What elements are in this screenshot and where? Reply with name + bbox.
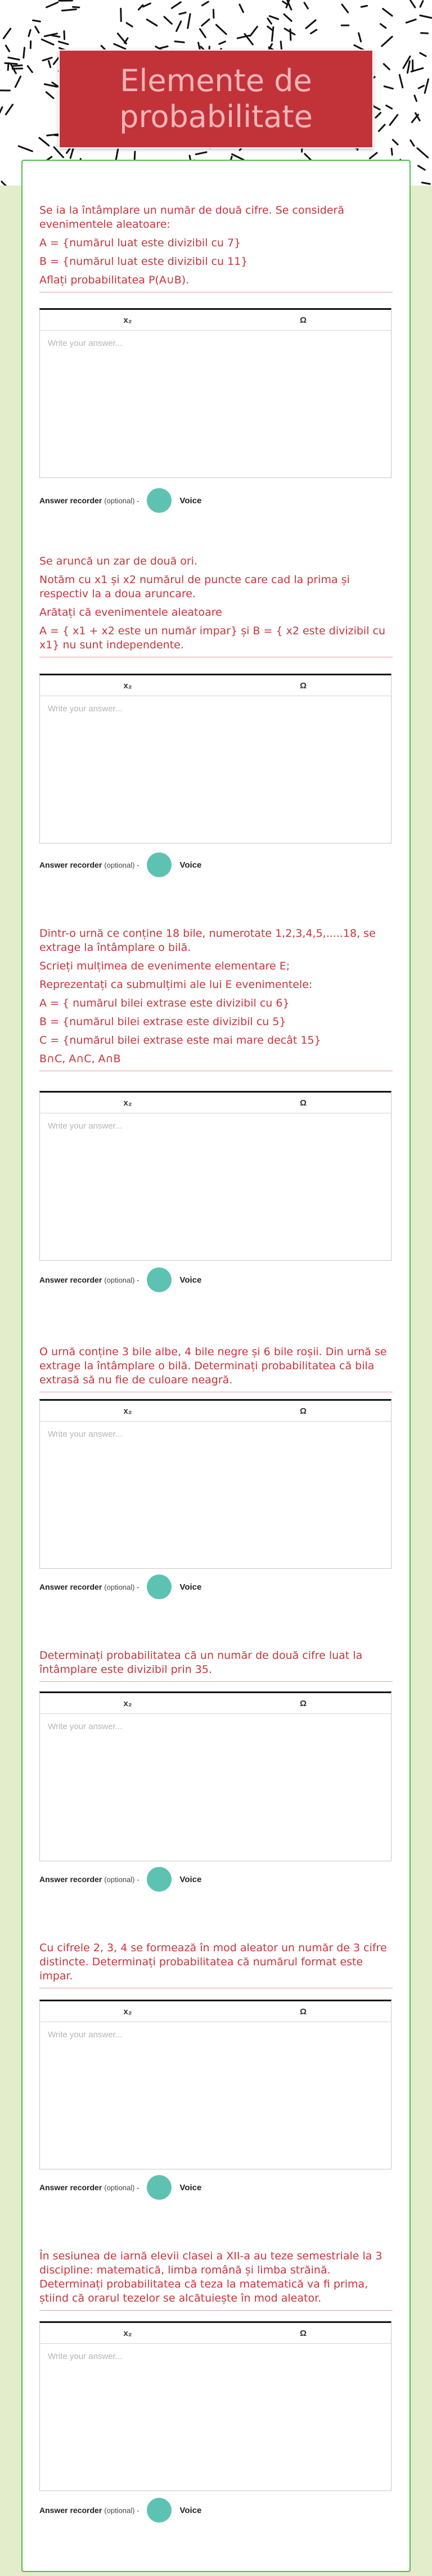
confetti-stroke <box>24 48 25 58</box>
omega-symbol-button[interactable]: Ω <box>299 680 307 691</box>
answer-recorder <box>39 1867 201 1892</box>
microphone-glyph-icon <box>155 1873 164 1885</box>
confetti-stroke <box>14 65 22 66</box>
answer-editor <box>39 1691 392 1861</box>
answer-recorder <box>39 1267 201 1292</box>
voice-label: Voice <box>179 495 202 506</box>
question-line: B = {numărul luat este divizibil cu 11} <box>39 255 248 268</box>
microphone-icon[interactable] <box>147 852 172 877</box>
microphone-icon[interactable] <box>147 488 172 513</box>
question-text <box>39 1649 393 1677</box>
question-5 <box>39 1649 393 1682</box>
editor-toolbar <box>40 310 391 331</box>
question-line: Scrieți mulțimea de evenimente elementare E; <box>39 960 290 972</box>
question-line: Determinați probabilitatea că un număr de două cifre luat la întâmplare este divizibil prin 35. <box>39 1649 363 1676</box>
editor-toolbar <box>40 1401 391 1422</box>
omega-symbol-button[interactable]: Ω <box>299 2006 307 2016</box>
confetti-stroke <box>232 154 244 160</box>
subscript-button[interactable]: x₂ <box>123 1098 132 1108</box>
recorder-label: Answer recorder <box>39 1582 102 1591</box>
confetti-stroke <box>58 42 68 44</box>
confetti-stroke <box>42 39 53 44</box>
title-banner <box>58 49 374 148</box>
answer-input[interactable] <box>40 2344 391 2490</box>
microphone-glyph-icon <box>155 1581 164 1593</box>
confetti-stroke <box>3 29 10 38</box>
answer-editor <box>39 1399 392 1569</box>
question-line: O urnă conține 3 bile albe, 4 bile negre și 6 bile roșii. Din urnă se extrage la întâmplare o bilă. Determinați probabilitatea că bila extrasă să nu fie de culoare neagră. <box>39 1346 387 1386</box>
question-text <box>39 2249 393 2306</box>
answer-editor <box>39 2321 392 2491</box>
confetti-stroke <box>418 85 424 88</box>
confetti-stroke <box>359 33 361 42</box>
question-text <box>39 927 393 1066</box>
microphone-icon[interactable] <box>147 2498 172 2523</box>
confetti-stroke <box>412 115 418 123</box>
microphone-glyph-icon <box>155 859 164 871</box>
confetti-stroke <box>175 42 184 43</box>
recorder-optional: (optional) - <box>104 2506 140 2515</box>
question-6 <box>39 1941 393 1988</box>
answer-editor <box>39 674 392 843</box>
editor-toolbar <box>40 2001 391 2022</box>
microphone-glyph-icon <box>155 2504 164 2516</box>
confetti-stroke <box>62 10 76 11</box>
subscript-button[interactable]: x₂ <box>123 2006 132 2016</box>
subscript-button[interactable]: x₂ <box>123 315 132 325</box>
confetti-stroke <box>46 92 53 98</box>
confetti-stroke <box>54 147 63 157</box>
confetti-stroke <box>219 42 226 44</box>
divider <box>39 1681 393 1682</box>
confetti-stroke <box>386 106 392 109</box>
voice-label: Voice <box>179 2505 202 2515</box>
confetti-stroke <box>216 25 226 34</box>
question-text <box>39 554 393 652</box>
confetti-stroke <box>196 152 206 155</box>
voice-label: Voice <box>179 1275 202 1285</box>
recorder-label: Answer recorder <box>39 2183 102 2192</box>
confetti-stroke <box>5 63 17 64</box>
editor-toolbar <box>40 1693 391 1714</box>
recorder-optional: (optional) - <box>104 2183 140 2192</box>
question-line: B∩C, A∩C, A∩B <box>39 1053 121 1065</box>
confetti-stroke <box>200 29 205 38</box>
confetti-stroke <box>202 19 209 25</box>
answer-input[interactable] <box>40 1714 391 1860</box>
recorder-label: Answer recorder <box>39 1275 102 1284</box>
confetti-stroke <box>240 4 244 12</box>
confetti-stroke <box>70 148 73 158</box>
confetti-stroke <box>311 30 317 34</box>
answer-input[interactable] <box>40 696 391 842</box>
confetti-stroke <box>33 20 40 21</box>
voice-label: Voice <box>179 1874 202 1884</box>
question-line: Se aruncă un zar de două ori. <box>39 555 198 567</box>
editor-toolbar <box>40 675 391 696</box>
question-line: În sesiunea de iarnă elevii clasei a XII-a au teze semestriale la 3 discipline: matematică, limba română și limba străină. Determinați probabilitatea că teza la matematică va fi prima, știind că orarul tezelor se alcătuiește în mod aleator. <box>39 2250 382 2304</box>
confetti-stroke <box>43 58 52 61</box>
confetti-stroke <box>417 148 428 157</box>
confetti-stroke <box>28 66 32 72</box>
confetti-stroke <box>376 113 381 118</box>
confetti-stroke <box>29 30 30 36</box>
recorder-label: Answer recorder <box>39 496 102 505</box>
confetti-stroke <box>118 34 126 44</box>
answer-recorder <box>39 488 201 513</box>
recorder-optional: (optional) - <box>104 860 140 869</box>
omega-symbol-button[interactable]: Ω <box>299 315 307 325</box>
confetti-stroke <box>382 37 392 46</box>
answer-recorder <box>39 1575 201 1599</box>
question-4 <box>39 1345 393 1392</box>
confetti-stroke <box>370 153 377 159</box>
confetti-stroke <box>383 9 392 16</box>
question-line: A = { x1 + x2 este un număr impar} și B = { x2 este divizibil cu x1} nu sunt independente. <box>39 625 386 651</box>
confetti-stroke <box>177 21 181 31</box>
confetti-stroke <box>411 1 415 8</box>
recorder-label: Answer recorder <box>39 1875 102 1884</box>
editor-toolbar <box>40 2323 391 2344</box>
editor-toolbar <box>40 1093 391 1113</box>
subscript-button[interactable]: x₂ <box>123 1406 132 1416</box>
question-line: Notăm cu x1 și x2 numărul de puncte care cad la prima și respectiv la a doua aruncare. <box>39 574 350 600</box>
confetti-stroke <box>213 10 214 17</box>
confetti-stroke <box>47 134 58 136</box>
answer-recorder <box>39 852 201 877</box>
confetti-stroke <box>15 76 20 87</box>
confetti-stroke <box>188 14 190 28</box>
confetti-stroke <box>421 33 428 34</box>
subscript-button[interactable]: x₂ <box>123 1698 132 1708</box>
confetti-stroke <box>39 138 49 146</box>
confetti-stroke <box>379 125 385 131</box>
confetti-stroke <box>268 26 272 30</box>
answer-editor <box>39 2000 392 2169</box>
confetti-stroke <box>418 166 425 170</box>
question-line: A = {numărul luat este divizibil cu 7} <box>39 237 241 249</box>
question-line: Aflați probabilitatea P(A∪B). <box>39 274 190 286</box>
confetti-stroke <box>0 107 2 119</box>
question-line: Dintr-o urnă ce conține 18 bile, numerotate 1,2,3,4,5,.....18, se extrage la întâmplare o bilă. <box>39 927 376 954</box>
confetti-stroke <box>411 141 414 146</box>
microphone-glyph-icon <box>155 2181 164 2194</box>
answer-editor <box>39 1091 392 1261</box>
confetti-stroke <box>384 64 389 70</box>
voice-label: Voice <box>179 1582 202 1592</box>
recorder-optional: (optional) - <box>104 1875 140 1884</box>
confetti-stroke <box>268 19 272 24</box>
microphone-icon[interactable] <box>147 1267 172 1292</box>
confetti-stroke <box>425 79 428 93</box>
question-text <box>39 1345 393 1387</box>
confetti-stroke <box>420 15 432 18</box>
confetti-stroke <box>406 20 416 23</box>
confetti-stroke <box>290 29 291 40</box>
confetti-stroke <box>306 20 316 28</box>
question-line: Reprezentați ca submulțimi ale lui E evenimentele: <box>39 978 313 991</box>
question-line: Cu cifrele 2, 3, 4 se formează în mod aleator un număr de 3 cifre distincte. Determinați probabilitatea că numărul format este impar. <box>39 1942 387 1982</box>
question-line: C = {numărul bilei extrase este mai mare decât 15} <box>39 1034 321 1046</box>
confetti-stroke <box>138 5 143 10</box>
confetti-stroke <box>8 57 19 60</box>
page-title: Elemente de probabilitate <box>119 63 313 134</box>
confetti-stroke <box>127 23 132 26</box>
confetti-stroke <box>51 35 60 37</box>
confetti-stroke <box>393 140 398 145</box>
microphone-icon[interactable] <box>147 1575 172 1599</box>
confetti-stroke <box>422 183 430 184</box>
confetti-stroke <box>172 2 181 8</box>
subscript-button[interactable]: x₂ <box>123 680 132 691</box>
confetti-stroke <box>2 182 10 186</box>
confetti-stroke <box>164 17 172 24</box>
confetti-stroke <box>361 6 367 7</box>
omega-symbol-button[interactable]: Ω <box>299 1406 307 1416</box>
omega-symbol-button[interactable]: Ω <box>299 1698 307 1708</box>
answer-input[interactable] <box>40 1422 391 1568</box>
confetti-stroke <box>64 31 65 39</box>
microphone-icon[interactable] <box>147 1867 172 1892</box>
worksheet-card <box>21 160 411 2572</box>
question-line: Arătați că evenimentele aleatoare <box>39 606 222 619</box>
confetti-stroke <box>420 1 423 7</box>
confetti-stroke <box>407 61 410 73</box>
confetti-stroke <box>114 44 125 49</box>
omega-symbol-button[interactable]: Ω <box>299 1098 307 1108</box>
answer-input[interactable] <box>40 2022 391 2168</box>
question-text <box>39 204 393 287</box>
answer-input[interactable] <box>40 1113 391 1260</box>
confetti-stroke <box>19 146 32 151</box>
recorder-optional: (optional) - <box>104 496 140 505</box>
confetti-stroke <box>6 105 12 114</box>
confetti-stroke <box>381 24 386 28</box>
voice-label: Voice <box>179 2182 202 2192</box>
confetti-stroke <box>143 3 150 7</box>
question-2 <box>39 554 393 657</box>
divider <box>39 2310 393 2311</box>
confetti-stroke <box>6 46 9 51</box>
question-line: B = {numărul bilei extrase este divizibil cu 5} <box>39 1016 286 1028</box>
voice-label: Voice <box>179 860 202 870</box>
confetti-stroke <box>342 4 348 12</box>
confetti-stroke <box>269 16 278 19</box>
subscript-button[interactable]: x₂ <box>123 2328 132 2338</box>
confetti-stroke <box>160 46 168 48</box>
confetti-stroke <box>250 26 258 36</box>
answer-recorder <box>39 2175 201 2200</box>
confetti-stroke <box>179 12 186 14</box>
confetti-stroke <box>304 3 308 8</box>
microphone-glyph-icon <box>155 494 164 507</box>
confetti-stroke <box>384 86 393 88</box>
question-text <box>39 1941 393 1983</box>
confetti-stroke <box>47 2 58 7</box>
confetti-stroke <box>284 14 291 21</box>
question-3 <box>39 927 393 1071</box>
confetti-stroke <box>415 96 417 101</box>
question-7 <box>39 2249 393 2311</box>
recorder-optional: (optional) - <box>104 1275 140 1284</box>
recorder-label: Answer recorder <box>39 2506 102 2515</box>
confetti-stroke <box>49 61 51 67</box>
microphone-icon[interactable] <box>147 2175 172 2200</box>
confetti-stroke <box>147 20 157 26</box>
omega-symbol-button[interactable]: Ω <box>299 2328 307 2338</box>
confetti-stroke <box>35 26 39 33</box>
confetti-stroke <box>202 2 208 6</box>
microphone-glyph-icon <box>155 1274 164 1286</box>
confetti-stroke <box>420 53 426 56</box>
answer-editor <box>39 308 392 478</box>
answer-recorder <box>39 2498 201 2523</box>
question-line: A = { numărul bilei extrase este divizibil cu 6} <box>39 997 290 1009</box>
answer-input[interactable] <box>40 331 391 477</box>
question-line: Se ia la întâmplare un număr de două cifre. Se consideră evenimentele aleatoare: <box>39 204 345 231</box>
question-1 <box>39 204 393 292</box>
confetti-stroke <box>399 75 403 87</box>
recorder-label: Answer recorder <box>39 860 102 869</box>
confetti-stroke <box>390 115 398 125</box>
recorder-optional: (optional) - <box>104 1582 140 1591</box>
